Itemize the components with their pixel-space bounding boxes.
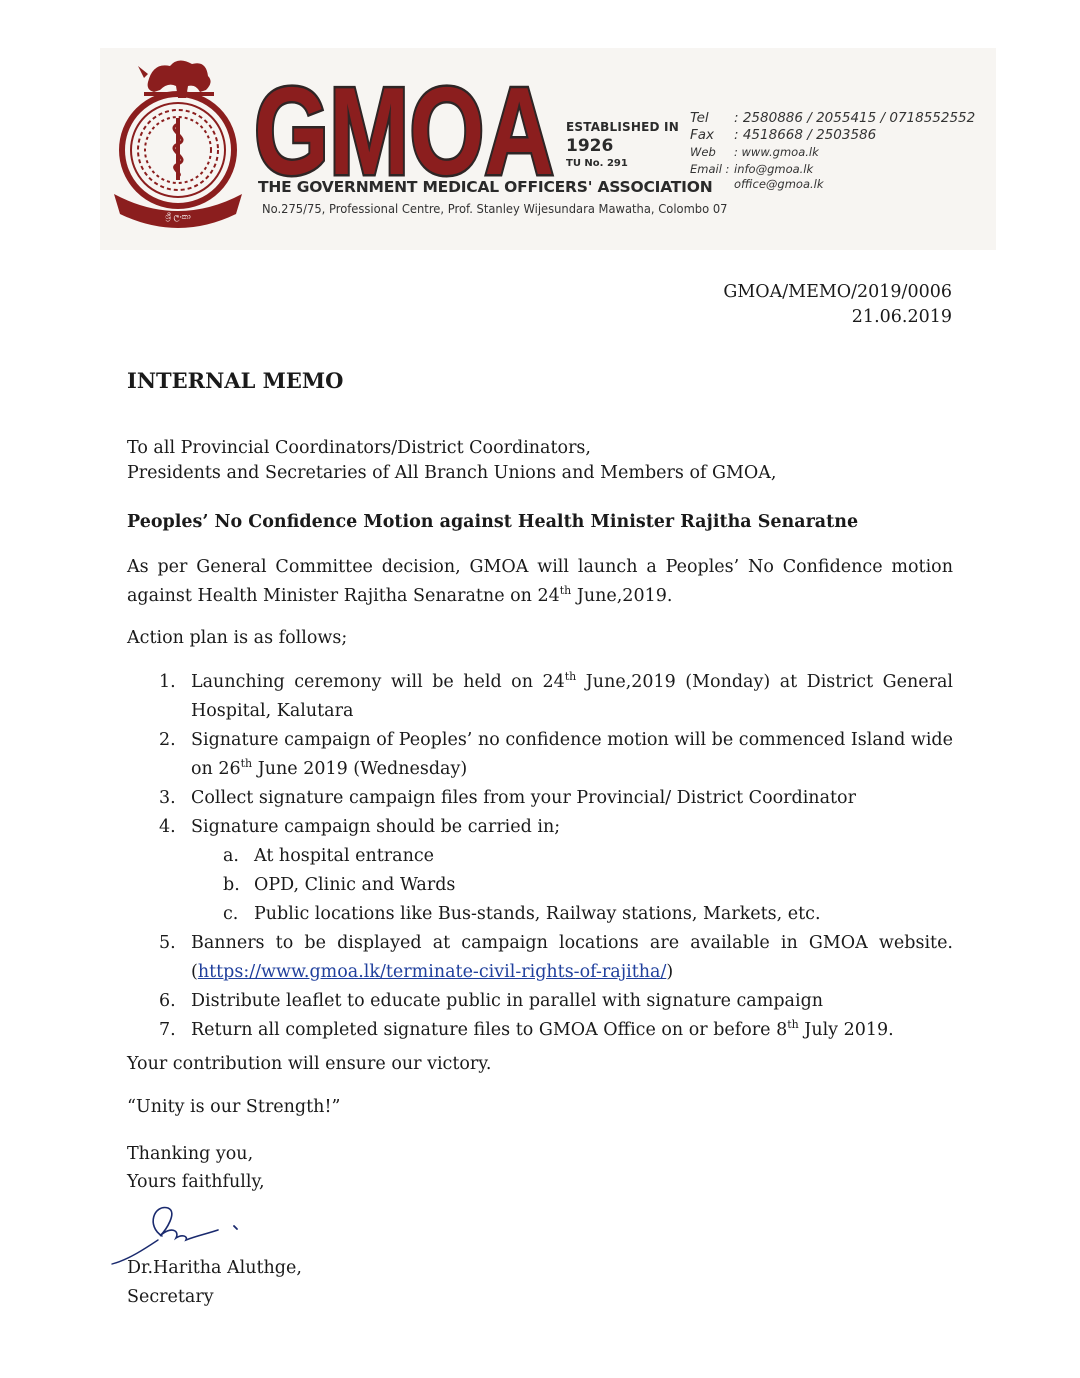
intro-sup: th	[559, 584, 572, 598]
list-item-text: Signature campaign of Peoples’ no confidence motion will be commenced Island wide on 26	[191, 730, 953, 779]
established-label: ESTABLISHED IN	[566, 120, 679, 134]
established-block	[566, 120, 679, 169]
list-item-text: Distribute leaflet to educate public in parallel with signature campaign	[191, 991, 824, 1011]
list-item-text: Banners to be displayed at campaign locations are available in GMOA website. (	[191, 933, 953, 982]
organization-address: No.275/75, Professional Centre, Prof. Stanley Wijesundara Mawatha, Colombo 07	[262, 202, 728, 216]
fax-value: : 4518668 / 2503586	[734, 127, 877, 143]
email-1: info@gmoa.lk	[734, 162, 814, 176]
addressee	[127, 436, 776, 486]
list-item-text: Launching ceremony will be held on 24	[191, 672, 565, 692]
sub-list-item	[127, 842, 953, 871]
list-number: 4.	[159, 817, 176, 837]
list-number: 7.	[159, 1020, 176, 1040]
website-link[interactable]: https://www.gmoa.lk/terminate-civil-rights-of-rajitha/	[197, 962, 667, 982]
web-label: Web	[690, 145, 716, 159]
sub-list-letter: a.	[223, 846, 239, 866]
trade-union-number: TU No. 291	[566, 158, 628, 169]
list-item	[127, 1016, 953, 1045]
contribution-line: Your contribution will ensure our victory.	[127, 1054, 492, 1074]
list-item-text-end: July 2019.	[798, 1020, 894, 1040]
list-number: 3.	[159, 788, 176, 808]
list-item	[127, 929, 953, 987]
intro-text-end: June,2019.	[571, 586, 673, 606]
list-item	[127, 987, 953, 1016]
slogan-line: “Unity is our Strength!”	[127, 1097, 341, 1117]
sign-off-block	[127, 1140, 265, 1196]
list-item-text: Signature campaign should be carried in;	[191, 817, 561, 837]
sub-list-text: OPD, Clinic and Wards	[254, 875, 456, 895]
sub-list-letter: c.	[223, 904, 239, 924]
list-item	[127, 784, 953, 813]
memo-subject: Peoples’ No Confidence Motion against Health Minister Rajitha Senaratne	[127, 512, 859, 532]
web-value: : www.gmoa.lk	[734, 145, 819, 159]
memo-reference	[723, 280, 952, 330]
action-plan-heading: Action plan is as follows;	[127, 628, 348, 648]
list-item	[127, 726, 953, 784]
gmoa-wordmark-text: GMOA	[254, 76, 554, 184]
list-number: 6.	[159, 991, 176, 1011]
tel-value: : 2580886 / 2055415 / 0718552552	[734, 110, 976, 126]
intro-text: As per General Committee decision, GMOA will launch a Peoples’ No Confidence motion against Health Minister Rajitha Senaratne on 24	[127, 557, 953, 606]
sub-list-letter: b.	[223, 875, 240, 895]
email-label: Email :	[690, 162, 730, 176]
addressee-line-2: Presidents and Secretaries of All Branch Unions and Members of GMOA,	[127, 463, 777, 483]
list-number: 1.	[159, 672, 176, 692]
memo-title: INTERNAL MEMO	[127, 368, 344, 393]
list-item-text: Collect signature campaign files from your Provincial/ District Coordinator	[191, 788, 856, 808]
list-item-sup: th	[240, 757, 253, 771]
organization-name: THE GOVERNMENT MEDICAL OFFICERS' ASSOCIATION	[258, 178, 713, 196]
thanks-line: Thanking you,	[127, 1144, 254, 1164]
signer-block	[127, 1254, 302, 1312]
signer-title: Secretary	[127, 1287, 214, 1307]
gmoa-seal-logo	[108, 52, 248, 230]
list-item-sup: th	[787, 1018, 799, 1032]
contact-block	[690, 110, 975, 192]
sub-list-item	[127, 871, 953, 900]
action-list	[127, 668, 953, 1045]
fax-label: Fax	[690, 127, 715, 143]
list-item-text-end: )	[666, 962, 674, 982]
list-item-text-end: June 2019 (Wednesday)	[252, 759, 468, 779]
list-number: 2.	[159, 730, 176, 750]
gmoa-wordmark	[250, 76, 560, 184]
sub-list-text: Public locations like Bus-stands, Railway stations, Markets, etc.	[254, 904, 821, 924]
list-item-text-end: June,2019 (Monday) at District General Hospital, Kalutara	[191, 672, 953, 721]
seal-script-text: ශ්‍රී ලංකා	[165, 212, 191, 221]
tel-row	[690, 110, 975, 127]
established-year: 1926	[566, 136, 614, 156]
list-number: 5.	[159, 933, 176, 953]
memo-number: GMOA/MEMO/2019/0006	[723, 282, 952, 302]
memo-date: 21.06.2019	[851, 307, 952, 327]
yours-faithfully-line: Yours faithfully,	[127, 1172, 265, 1192]
tel-label: Tel	[690, 110, 709, 126]
list-item-text: Return all completed signature files to GMOA Office on or before 8	[191, 1020, 788, 1040]
sub-list-text: At hospital entrance	[254, 846, 435, 866]
signer-name: Dr.Haritha Aluthge,	[127, 1258, 302, 1278]
intro-paragraph	[127, 553, 953, 611]
list-item	[127, 668, 953, 726]
fax-row	[690, 127, 975, 144]
list-item-sup: th	[564, 670, 577, 684]
addressee-line-1: To all Provincial Coordinators/District Coordinators,	[127, 438, 591, 458]
email-2: office@gmoa.lk	[734, 177, 824, 191]
list-item	[127, 813, 953, 842]
sub-list-item	[127, 900, 953, 929]
web-row	[690, 144, 975, 161]
